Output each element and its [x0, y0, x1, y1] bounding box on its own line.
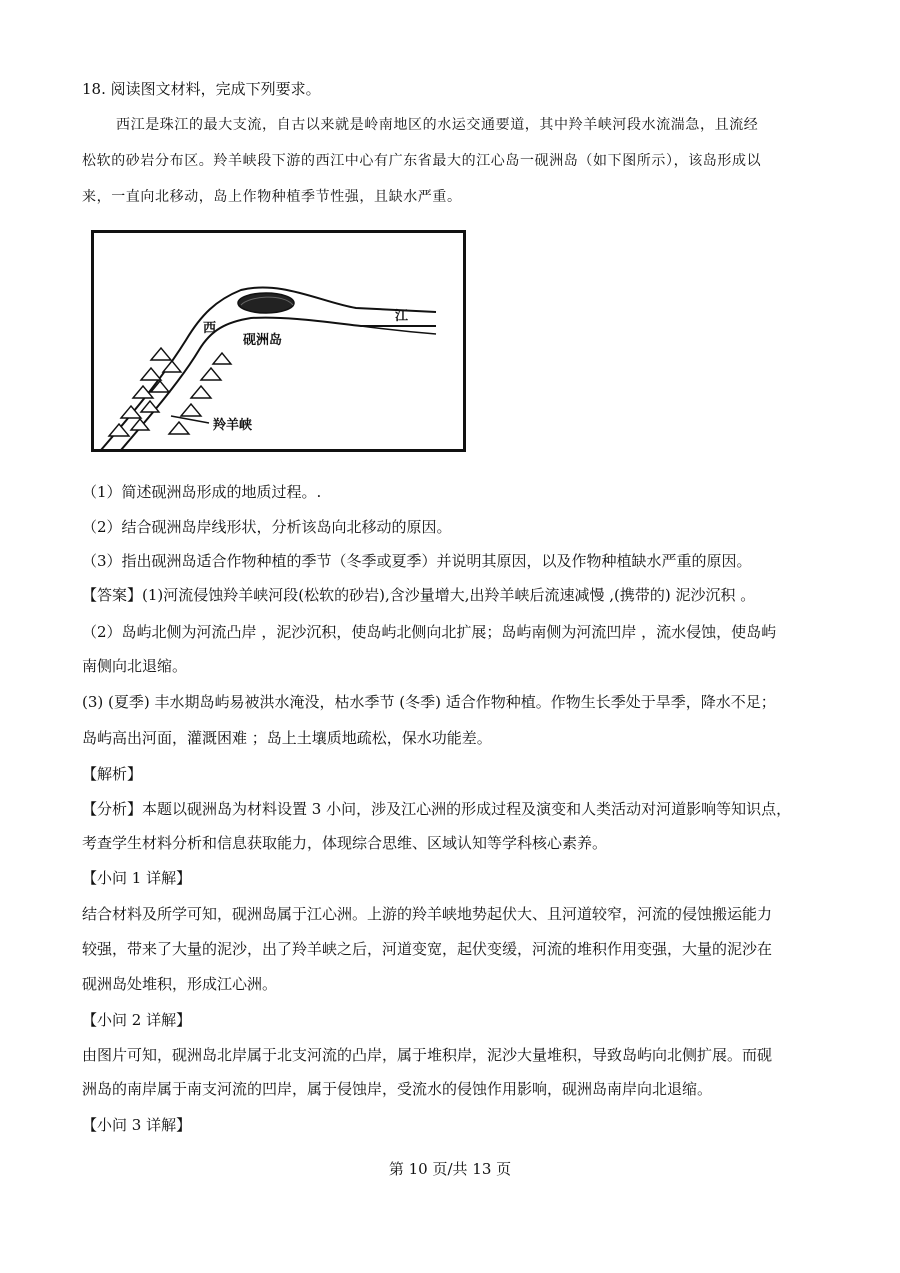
passage-line: 来，一直向北移动，岛上作物种植季节性强，且缺水严重。 — [82, 189, 462, 205]
sub-question-3: （3）指出砚洲岛适合作物种植的季节（冬季或夏季）并说明其原因，以及作物种植缺水严重的原因。 — [82, 552, 752, 570]
island-shape — [238, 293, 294, 313]
map-label-island: 砚洲岛 — [243, 333, 283, 348]
sub-answer-1-line: 砚洲岛处堆积，形成江心洲。 — [82, 975, 278, 993]
sub-answer-2-heading: 【小问 2 详解】 — [82, 1011, 192, 1029]
sub-answer-1-line: 较强，带来了大量的泥沙，出了羚羊峡之后，河道变宽，起伏变缓，河流的堆积作用变强，大量的泥沙在 — [82, 940, 773, 958]
sub-answer-3-heading: 【小问 3 详解】 — [82, 1116, 192, 1134]
sub-answer-1-heading: 【小问 1 详解】 — [82, 869, 192, 887]
answer-line: 【答案】(1)河流侵蚀羚羊峡河段(松软的砂岩),含沙量增大,出羚羊峡后流速减慢 ,(携带的) 泥沙沉积 。 — [82, 586, 756, 604]
answer-line: 南侧向北退缩。 — [82, 657, 188, 675]
page-footer: 第 10 页/共 13 页 — [388, 1160, 512, 1178]
question-title: 18. 阅读图文材料，完成下列要求。 — [82, 80, 321, 98]
analysis-heading: 【解析】 — [82, 765, 143, 783]
sub-question-2: （2）结合砚洲岛岸线形状，分析该岛向北移动的原因。 — [82, 518, 452, 536]
sub-question-1: （1）简述砚洲岛形成的地质过程。. — [82, 483, 322, 501]
map-label-xi: 西 — [203, 321, 217, 336]
sub-answer-2-line: 洲岛的南岸属于南支河流的凹岸，属于侵蚀岸，受流水的侵蚀作用影响，砚洲岛南岸向北退缩。 — [82, 1080, 713, 1098]
sub-answer-2-line: 由图片可知，砚洲岛北岸属于北支河流的凸岸，属于堆积岸，泥沙大量堆积，导致岛屿向北侧扩展。而砚 — [82, 1046, 773, 1064]
passage-line: 松软的砂岩分布区。羚羊峡段下游的西江中心有广东省最大的江心岛一砚洲岛（如下图所示），该岛形成以 — [82, 153, 762, 169]
answer-line: （2）岛屿北侧为河流凸岸 ，泥沙沉积，使岛屿北侧向北扩展；岛屿南侧为河流凹岸 ，流水侵蚀，使岛屿 — [82, 623, 777, 641]
analysis-line: 考查学生材料分析和信息获取能力，体现综合思维、区域认知等学科核心素养。 — [82, 834, 608, 852]
map-label-jiang: 江 — [395, 309, 409, 324]
analysis-line: 【分析】本题以砚洲岛为材料设置 3 小问，涉及江心洲的形成过程及演变和人类活动对河道影响等知识点， — [82, 800, 792, 818]
passage-line: 西江是珠江的最大支流，自古以来就是岭南地区的水运交通要道，其中羚羊峡河段水流湍急，且流经 — [116, 117, 759, 133]
river-map-figure — [91, 230, 466, 452]
answer-line: (3) (夏季) 丰水期岛屿易被洪水淹没，枯水季节 (冬季) 适合作物种植。作物生长季处于旱季，降水不足； — [82, 693, 776, 711]
map-label-gorge: 羚羊峡 — [213, 418, 253, 433]
answer-line: 岛屿高出河面，灌溉困难 ；岛上土壤质地疏松，保水功能差。 — [82, 729, 492, 747]
sub-answer-1-line: 结合材料及所学可知，砚洲岛属于江心洲。上游的羚羊峡地势起伏大、且河道较窄，河流的侵蚀搬运能力 — [82, 905, 773, 923]
